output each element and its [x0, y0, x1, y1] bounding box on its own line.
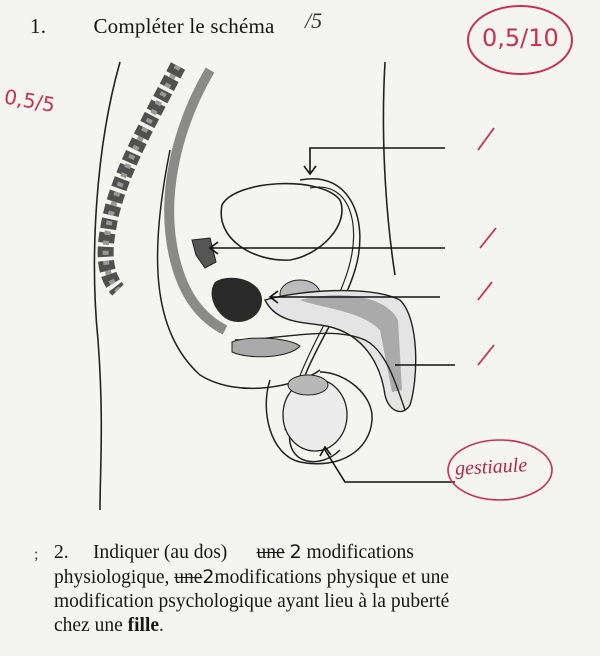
question-2-line-2b: modifications physique et une: [214, 567, 449, 588]
question-2: [54, 540, 558, 638]
question-2-line-4a: chez une: [54, 615, 123, 636]
question-2-line-1b: modifications: [306, 542, 414, 563]
red-ticks: [478, 128, 496, 365]
question-2-line-3: modification psychologique ayant lieu à la puberté: [54, 591, 450, 612]
question-2-line-1: [54, 540, 558, 565]
tick-mark-icon: ;: [34, 546, 39, 563]
question-2-line-2: [54, 565, 558, 590]
question-2-line-4: [54, 614, 558, 638]
struck-word-1: une: [256, 542, 285, 563]
handwritten-number-1: 2: [289, 541, 302, 563]
question-1-mark: /5: [305, 8, 323, 33]
question-2-bold-word: fille: [127, 615, 160, 636]
question-2-line-1a: Indiquer (au dos): [93, 542, 228, 563]
seminal-vesicle: [192, 238, 216, 268]
body-outline-front: [383, 62, 395, 275]
prostate: [212, 278, 262, 322]
question-2-number: 2.: [54, 542, 69, 563]
question-1-text: Compléter le schéma: [93, 14, 275, 38]
handwritten-number-2: 2: [202, 566, 215, 588]
answer-label: gestiaule: [454, 454, 528, 480]
question-1-number: 1.: [30, 14, 47, 38]
top-score-text: 0,5/10: [482, 24, 559, 52]
margin-score: 0,5/5: [2, 84, 58, 117]
epididymis: [288, 375, 328, 395]
question-2-period: .: [159, 615, 164, 636]
bulb: [232, 338, 300, 357]
question-2-line-2a: physiologique,: [54, 567, 170, 588]
struck-word-2: une: [174, 567, 203, 588]
